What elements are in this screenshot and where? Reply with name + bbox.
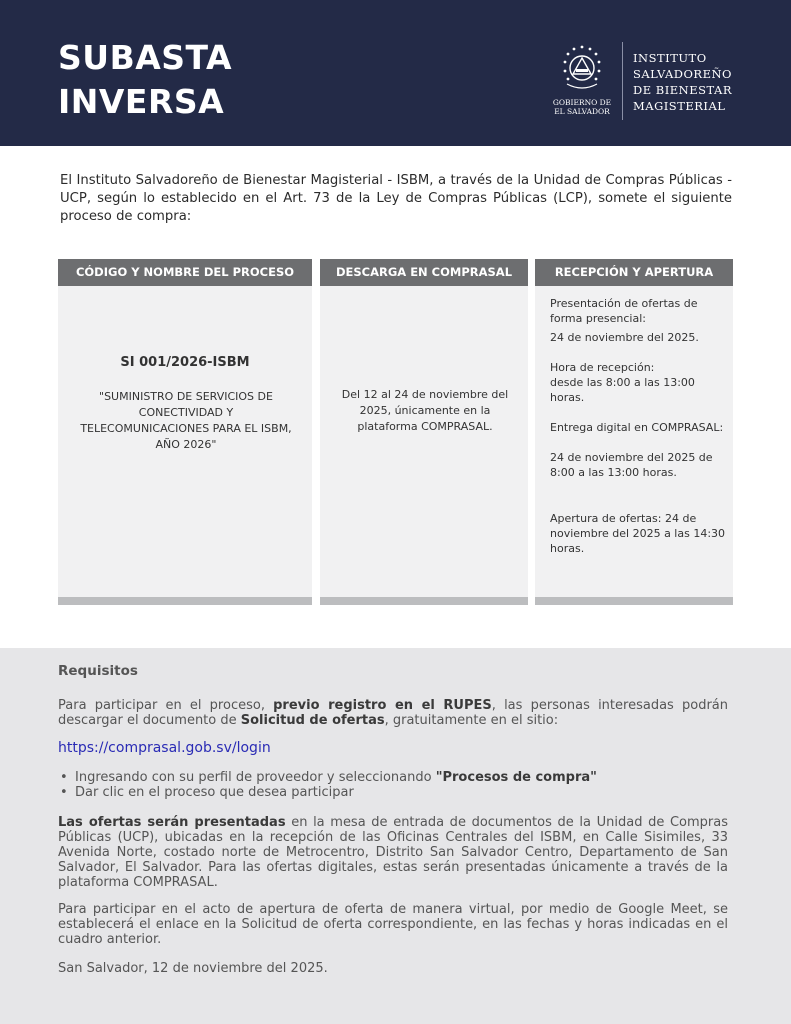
p1-text-a: Para participar en el proceso, bbox=[58, 698, 274, 713]
document-date: San Salvador, 12 de noviembre del 2025. bbox=[58, 961, 328, 976]
requirements-paragraph-3: Para participar en el acto de apertura de oferta de manera virtual, por medio de Google Meet, se establecerá el enlace en la Solicitud de oferta correspondiente, en las fechas y horas indicadas en el cuadro anterior. bbox=[58, 902, 728, 947]
document-title bbox=[58, 36, 232, 124]
instructions-list bbox=[58, 770, 728, 800]
table-header-download: DESCARGA EN COMPRASAL bbox=[320, 259, 528, 286]
comprasal-link[interactable]: https://comprasal.gob.sv/login bbox=[58, 740, 271, 756]
seal-caption-line-1: GOBIERNO DE bbox=[552, 98, 612, 107]
p2-text: en la mesa de entrada de documentos de la Unidad de Compras Públicas (UCP), ubicadas en la recepción de las Oficinas Centrales del ISBM, en Calle Sisimiles, 33 Avenida Norte, costado norte de Metrocentro, Distrito San Salvador Centro, Departamento de San Salvador, El Salvador. Para las ofertas digitales, estas serán presentadas únicamente a través de la plataforma COMPRASAL. bbox=[58, 815, 728, 890]
requirements-paragraph-2 bbox=[58, 815, 728, 890]
reception-hour-label: Hora de recepción: bbox=[550, 361, 655, 374]
institution-line-4: MAGISTERIAL bbox=[633, 99, 726, 113]
reception-digital-value: 24 de noviembre del 2025 de 8:00 a las 13:00 horas. bbox=[550, 451, 713, 479]
reception-digital-label: Entrega digital en COMPRASAL: bbox=[550, 421, 724, 434]
institution-name bbox=[633, 50, 732, 114]
table-cell-download bbox=[320, 286, 528, 597]
title-line-1: SUBASTA bbox=[58, 38, 233, 77]
bullet-2-text: Dar clic en el proceso que desea participar bbox=[75, 785, 354, 800]
header-divider bbox=[622, 42, 623, 120]
list-item bbox=[58, 770, 728, 785]
table-footer-download bbox=[320, 597, 528, 605]
reception-presencial-date: 24 de noviembre del 2025. bbox=[550, 331, 699, 344]
table-header-process: CÓDIGO Y NOMBRE DEL PROCESO bbox=[58, 259, 312, 286]
reception-presencial-label: Presentación de ofertas de forma presencial: bbox=[550, 297, 698, 325]
table-header-reception: RECEPCIÓN Y APERTURA bbox=[535, 259, 733, 286]
bullet-1-text: Ingresando con su perfil de proveedor y seleccionando bbox=[75, 770, 436, 785]
institution-line-2: SALVADOREÑO bbox=[633, 67, 732, 81]
download-period: Del 12 al 24 de noviembre del 2025, únicamente en la plataforma COMPRASAL. bbox=[341, 388, 509, 433]
process-name: "SUMINISTRO DE SERVICIOS DE CONECTIVIDAD Y TELECOMUNICACIONES PARA EL ISBM, AÑO 2026" bbox=[80, 390, 292, 451]
bullet-1-bold: "Procesos de compra" bbox=[435, 770, 597, 785]
table-footer-process bbox=[58, 597, 312, 605]
list-item bbox=[58, 785, 728, 800]
institution-line-3: DE BIENESTAR bbox=[633, 83, 732, 97]
reception-opening: Apertura de ofertas: 24 de noviembre del 2025 a las 14:30 horas. bbox=[550, 512, 726, 555]
intro-paragraph: El Instituto Salvadoreño de Bienestar Magisterial - ISBM, a través de la Unidad de Compras Públicas - UCP, según lo establecido en el Art. 73 de la Ley de Compras Públicas (LCP), somete el siguiente proceso de compra: bbox=[60, 173, 732, 224]
p1-text-c: , las personas interesadas podrán descargar el documento de bbox=[58, 698, 728, 728]
institution-line-1: INSTITUTO bbox=[633, 51, 707, 65]
table-footer-reception bbox=[535, 597, 733, 605]
reception-hour-value: desde las 8:00 a las 13:00 horas. bbox=[550, 376, 695, 404]
p1-text-e: , gratuitamente en el sitio: bbox=[384, 713, 559, 728]
title-line-2: INVERSA bbox=[58, 82, 225, 121]
seal-caption bbox=[549, 98, 615, 116]
process-code: SI 001/2026-ISBM bbox=[120, 355, 250, 370]
p2-bold: Las ofertas serán presentadas bbox=[58, 815, 286, 830]
requirements-paragraph-1 bbox=[58, 698, 728, 728]
p1-bold-rupes: previo registro en el RUPES bbox=[273, 698, 492, 713]
p1-bold-solicitud: Solicitud de ofertas bbox=[240, 713, 385, 728]
header-banner bbox=[0, 0, 791, 146]
seal-caption-line-2: EL SALVADOR bbox=[554, 107, 610, 116]
requirements-title: Requisitos bbox=[58, 663, 138, 679]
